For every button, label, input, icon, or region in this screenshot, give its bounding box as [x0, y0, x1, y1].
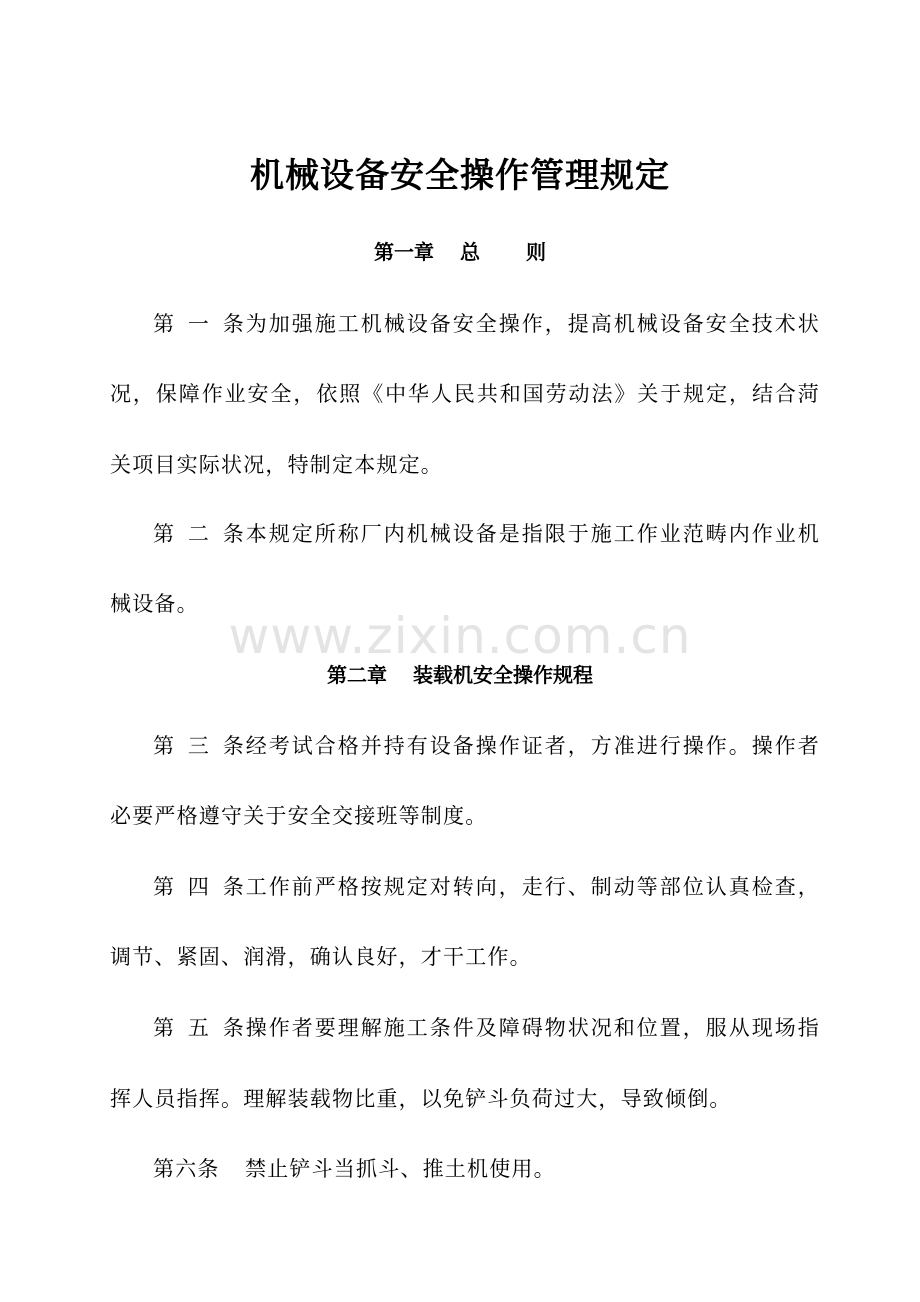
chapter-title-part: 则	[526, 240, 546, 264]
article-text: 本规定所称厂内机械设备是指限于施工作业范畴内作业机	[245, 522, 820, 546]
article-line: 必要严格遵守关于安全交接班等制度。	[110, 804, 488, 828]
article-number: 第五条	[153, 1016, 245, 1040]
article-line: 挥人员指挥。理解装载物比重，以免铲斗负荷过大，导致倾倒。	[110, 1087, 732, 1111]
chapter-title-part: 装载机安全操作规程	[413, 663, 593, 687]
article-line: 调节、紧固、润滑，确认良好，才干工作。	[110, 945, 532, 969]
chapter-number: 第二章	[327, 663, 387, 687]
article-number: 第一条	[153, 312, 245, 336]
article-line: 械设备。	[110, 592, 199, 616]
article-text: 经考试合格并持有设备操作证者，方准进行操作。操作者	[245, 734, 820, 758]
chapter-heading	[0, 236, 920, 268]
article-first-line	[153, 871, 820, 903]
article-number: 第二条	[153, 522, 245, 546]
article-number: 第四条	[153, 875, 245, 899]
document-title: 机械设备安全操作管理规定	[250, 156, 670, 196]
article-text: 工作前严格按规定对转向，走行、制动等部位认真检查，	[245, 875, 820, 899]
article-first-line	[153, 1153, 820, 1185]
chapter-number: 第一章	[374, 240, 434, 264]
article-first-line	[153, 308, 820, 340]
article-text: 为加强施工机械设备安全操作，提高机械设备安全技术状	[245, 312, 820, 336]
article-first-line	[153, 518, 820, 550]
article-text: 操作者要理解施工条件及障碍物状况和位置，服从现场指	[245, 1016, 820, 1040]
article-line: 关项目实际状况，特制定本规定。	[110, 453, 443, 477]
article-text: 禁止铲斗当抓斗、推土机使用。	[245, 1157, 556, 1181]
article-first-line	[153, 730, 820, 762]
article-number: 第六条	[153, 1157, 220, 1181]
watermark: www.zixin.com.cn	[228, 607, 692, 665]
article-line: 况，保障作业安全，依照《中华人民共和国劳动法》关于规定，结合菏	[110, 382, 820, 406]
article-first-line	[153, 1012, 820, 1044]
chapter-title-part: 总	[460, 240, 480, 264]
article-number: 第三条	[153, 734, 245, 758]
chapter-heading	[0, 659, 920, 691]
